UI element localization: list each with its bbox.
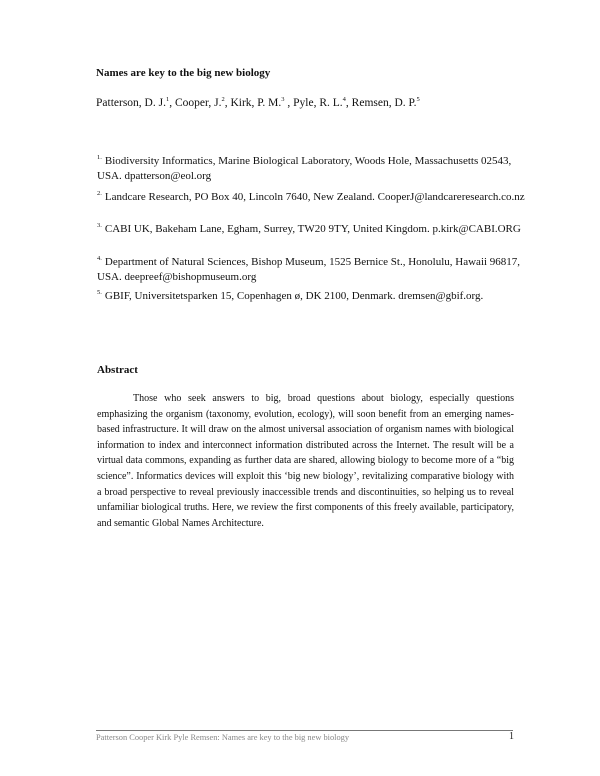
author: Kirk, P. M.$^3$ , [230, 96, 294, 109]
affiliation: $^{5.}$ GBIF, Universitetsparken 15, Copenhagen ø, DK 2100, Denmark. dremsen@gbif.org. [97, 289, 484, 302]
affiliation: $^{2.}$ Landcare Research, PO Box 40, Lincoln 7640, New Zealand. CooperJ@landcareresearch.co.nz [97, 190, 525, 203]
author: Patterson, D. J.$^1$, [96, 96, 175, 109]
abstract-heading: Abstract [97, 364, 138, 376]
author: Cooper, J.$^2$, [174, 96, 231, 109]
affiliation: $^{1.}$ Biodiversity Informatics, Marine Biological Laboratory, Woods Hole, Massachusetts 02543, USA. dpatterson@eol.org [97, 154, 512, 182]
page-number: 1 [509, 731, 514, 742]
affiliation: $^{4.}$ Department of Natural Sciences, Bishop Museum, 1525 Bernice St., Honolulu, Hawaii 96817, USA. deepreef@bishopmuseum.org [97, 255, 521, 283]
running-footer: Patterson Cooper Kirk Pyle Remsen: Names are key to the big new biology [96, 733, 350, 742]
author-list [96, 97, 420, 109]
author: Remsen, D. P.$^5$ [351, 96, 420, 109]
paper-title: Names are key to the big new biology [96, 67, 271, 79]
affiliation: $^{3.}$ CABI UK, Bakeham Lane, Egham, Surrey, TW20 9TY, United Kingdom. p.kirk@CABI.ORG [97, 222, 521, 235]
author: Pyle, R. L.$^4$, [293, 96, 352, 109]
abstract-text: Those who seek answers to big, broad questions about biology, especially questions emphasizing the organism (taxonomy, evolution, ecology), will soon benefit from an emerging names-based infrastructure. It will draw on the almost universal association of organism names with biological information to index and interconnect information distributed across the Internet. The result will be a virtual data commons, expanding as further data are shared, allowing biology to become more of a “big science”. Informatics devices will exploit this ‘big new biology’, revitalizing comparative biology with a broad perspective to reveal previously inaccessible trends and discontinuities, so helping us to reveal unfamiliar biological truths. Here, we review the first components of this freely available, participatory, and semantic Global Names Architecture. [97, 393, 514, 529]
footer-divider [96, 730, 513, 731]
